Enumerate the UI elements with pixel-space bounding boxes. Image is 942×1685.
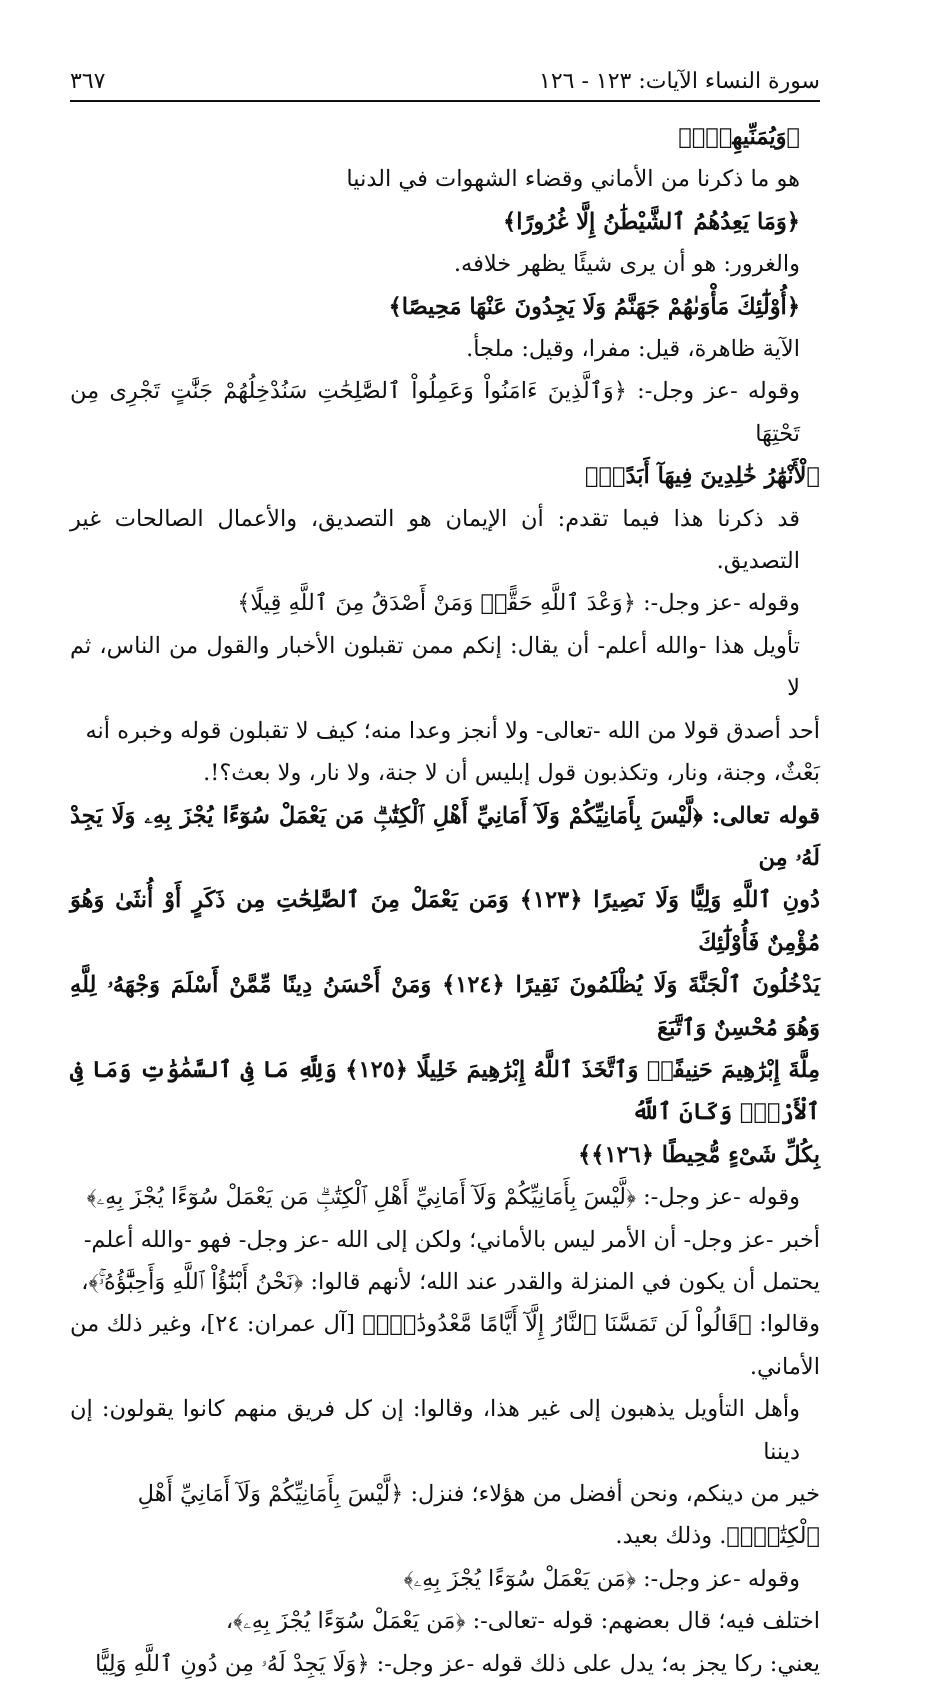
text-line: [70, 795, 820, 880]
text-line: اختلف فيه؛ قال بعضهم: قوله -تعالى-: ﴿مَن يَعْمَلْ سُوٓءًا يُجْزَ بِهِۦ﴾،: [225, 1608, 820, 1635]
text-line: أحد أصدق قولا من الله -تعالى- ولا أنجز وعدا منه؛ كيف لا تقبلون قوله وخبره أنه: [85, 717, 820, 744]
verse-line: ﴿أُوْلَٰٓئِكَ مَأْوَىٰهُمْ جَهَنَّمُ وَلَا يَجِدُونَ عَنْهَا مَحِيصًا﴾: [388, 293, 800, 320]
verse-text: ﴿لَّيْسَ بِأَمَانِيِّكُمْ وَلَآ أَمَانِيِّ أَهْلِ ٱلْكِتَٰبِۗ مَن يَعْمَلْ سُوٓءًا يُجْزَ بِهِۦ وَلَا يَجِدْ لَهُۥ مِن: [70, 802, 820, 871]
text-line: قد ذكرنا هذا فيما تقدم: أن الإيمان هو التصديق، والأعمال الصالحات غير التصديق.: [70, 505, 800, 575]
running-header: [70, 58, 820, 94]
verse-line: ﴿وَيُمَنِّيهِمْۖ﴾: [678, 124, 800, 150]
page-body: [70, 116, 820, 1685]
text-line: والغرور: هو أن يرى شيئًا يظهر خلافه.: [453, 251, 800, 278]
verse-line: ﴿وَمَا يَعِدُهُمُ ٱلشَّيْطَٰنُ إِلَّا غُرُورًا﴾: [503, 208, 800, 235]
running-title: سورة النساء الآيات: ١٢٣ - ١٢٦: [539, 69, 820, 94]
text-line: وقوله -عز وجل-: ﴿وَعْدَ ٱللَّهِ حَقًّاۚ وَمَنْ أَصْدَقُ مِنَ ٱللَّهِ قِيلًا﴾: [237, 590, 800, 617]
text-line: وقالوا: ﴿قَالُواْ لَن تَمَسَّنَا ٱلنَّارُ إِلَّآ أَيَّامًا مَّعْدُودَٰتٍۖ﴾ [آل عمران: ٢٤]، وغير ذلك من الأماني.: [70, 1311, 820, 1380]
verse-line: دُونِ ٱللَّهِ وَلِيًّا وَلَا نَصِيرًا ﴿١٢٣﴾ وَمَن يَعْمَلْ مِنَ ٱلصَّٰلِحَٰتِ مِن ذَكَرٍ أَوْ أُنثَىٰ وَهُوَ مُؤْمِنٌ فَأُوْلَٰٓئِكَ: [70, 887, 820, 956]
text-line: هو ما ذكرنا من الأماني وقضاء الشهوات في الدنيا: [346, 166, 800, 193]
verse-line: مِلَّةَ إِبْرَٰهِيمَ حَنِيفًاۗ وَٱتَّخَذَ ٱللَّهُ إِبْرَٰهِيمَ خَلِيلًا ﴿١٢٥﴾ وَلِلَّهِ مَا فِى ٱلسَّمَٰوَٰتِ وَمَا فِى ٱلْأَرْضِۚ وَكَانَ ٱللَّهُ: [70, 1056, 820, 1126]
text-line: يعني: ركا يجز به؛ يدل على ذلك قوله -عز وجل-: ﴿وَلَا يَجِدْ لَهُۥ مِن دُونِ ٱللَّهِ وَلِيًّا: [95, 1650, 820, 1677]
verse-line: ٱلْأَنْهَٰرُ خَٰلِدِينَ فِيهَآ أَبَدًاۖ﴾: [584, 463, 820, 490]
text-line: أخبر -عز وجل- أن الأمر ليس بالأماني؛ ولكن إلى الله -عز وجل- فهو -والله أعلم-: [83, 1226, 820, 1253]
text-line: بَعْثٌ، وجنة، ونار، وتكذبون قول إبليس أن لا جنة، ولا نار، ولا بعث؟!.: [203, 760, 820, 787]
text-line: يحتمل أن يكون في المنزلة والقدر عند الله؛ لأنهم قالوا: ﴿نَحْنُ أَبْنَٰٓؤُاْ ٱللَّهِ وَأَحِبَّٰٓؤُهُۥۚ﴾،: [81, 1268, 820, 1295]
text-line: ٱلْكِتَٰبِۗ﴾. وذلك بعيد.: [615, 1523, 820, 1550]
text-line: وأهل التأويل يذهبون إلى غير هذا، وقالوا: إن كل فريق منهم كانوا يقولون: إن ديننا: [70, 1396, 800, 1465]
text-line: وقوله -عز وجل-: ﴿مَن يَعْمَلْ سُوٓءًا يُجْزَ بِهِۦ﴾: [403, 1565, 800, 1592]
verse-line: بِكُلِّ شَىْءٍ مُّحِيطًا ﴿١٢٦﴾﴾: [578, 1141, 820, 1168]
text-line: تأويل هذا -والله أعلم- أن يقال: إنكم ممن تقبلون الأخبار والقول من الناس، ثم لا: [70, 632, 800, 702]
lead-label: قوله تعالى:: [702, 802, 820, 829]
page-number: ٣٦٧: [70, 69, 106, 94]
text-line: وقوله -عز وجل-: ﴿وَٱلَّذِينَ ءَامَنُواْ وَعَمِلُواْ ٱلصَّٰلِحَٰتِ سَنُدْخِلُهُمْ جَنَّٰتٍ تَجْرِى مِن تَحْتِهَا: [70, 378, 800, 447]
verse-line: يَدْخُلُونَ ٱلْجَنَّةَ وَلَا يُظْلَمُونَ نَقِيرًا ﴿١٢٤﴾ وَمَنْ أَحْسَنُ دِينًا مِّمَّنْ أَسْلَمَ وَجْهَهُۥ لِلَّهِ وَهُوَ مُحْسِنٌ وَٱتَّبَعَ: [70, 972, 820, 1041]
text-line: خير من دينكم، ونحن أفضل من هؤلاء؛ فنزل: ﴿لَّيْسَ بِأَمَانِيِّكُمْ وَلَآ أَمَانِيِّ أَهْلِ: [137, 1481, 820, 1507]
text-line: الآية ظاهرة، قيل: مفرا، وقيل: ملجأ.: [466, 336, 800, 363]
header-rule: [70, 100, 820, 102]
text-line: وقوله -عز وجل-: ﴿لَّيْسَ بِأَمَانِيِّكُمْ وَلَآ أَمَانِيِّ أَهْلِ ٱلْكِتَٰبِۗ مَن يَعْمَلْ سُوٓءًا يُجْزَ بِهِۦ﴾: [86, 1184, 800, 1211]
